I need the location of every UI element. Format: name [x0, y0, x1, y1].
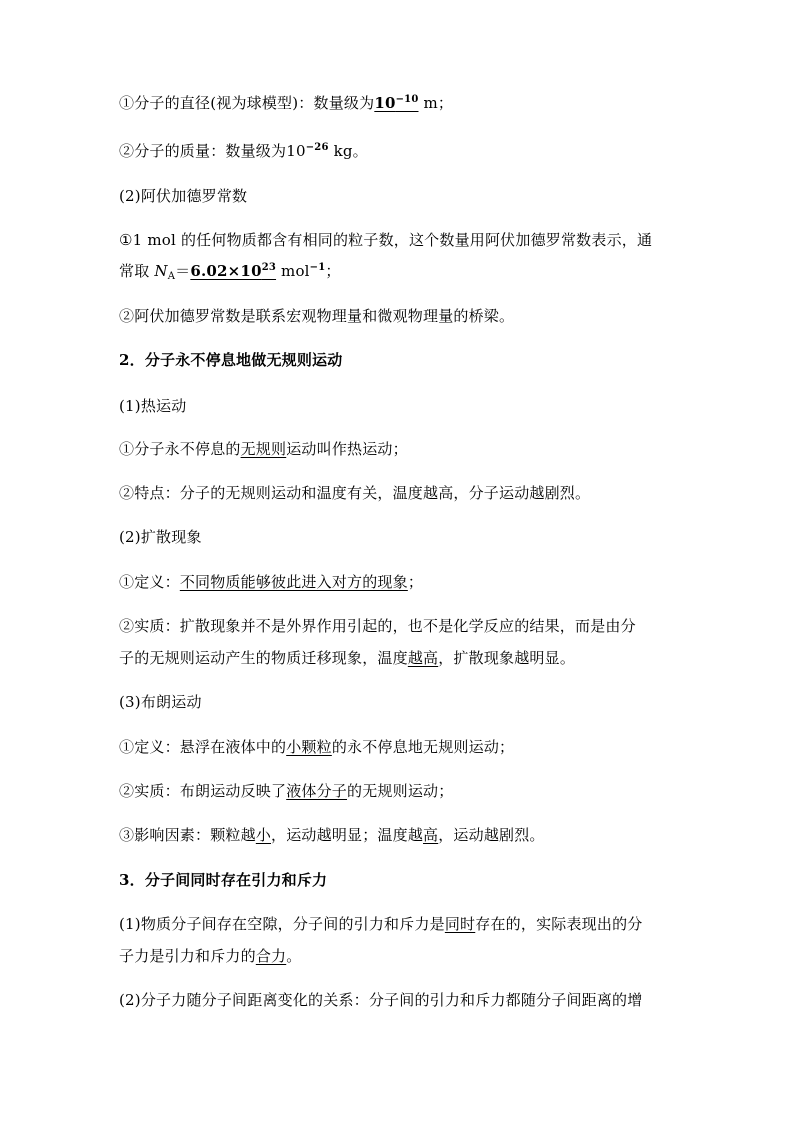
- underlined-term: 高: [423, 826, 439, 844]
- text: ②特点：分子的无规则运动和温度有关，温度越高，分子运动越剧烈。: [119, 484, 591, 502]
- molecule-diameter-line: [119, 92, 682, 114]
- avogadro-value: [190, 262, 276, 280]
- brownian-definition: [119, 736, 682, 758]
- section-heading-forces: [119, 869, 682, 891]
- text: ③影响因素：颗粒越: [119, 826, 256, 844]
- underlined-term: 同时: [444, 915, 476, 933]
- diffusion-essence-line-2: [119, 647, 682, 669]
- text: 的无规则运动；: [347, 782, 454, 800]
- section-heading-avogadro: [119, 185, 682, 207]
- text: ①1 mol 的任何物质都含有相同的粒子数，这个数量用阿伏加德罗常数表示，通: [119, 231, 653, 249]
- mass-base: 10: [286, 142, 306, 160]
- underlined-term: 合力: [255, 947, 287, 965]
- subscript-a: A: [167, 271, 176, 282]
- mass-exponent: −26: [305, 142, 329, 153]
- avogadro-bridge-line: [119, 305, 682, 327]
- text: 的永不停息地无规则运动；: [331, 738, 515, 756]
- unit-mol: mol: [276, 262, 310, 280]
- text: ；: [325, 262, 341, 280]
- avogadro-definition-line-2: [119, 260, 682, 282]
- text: 存在的，实际表现出的分: [475, 915, 643, 933]
- unit-text: kg。: [328, 142, 368, 160]
- unit-text: m；: [418, 94, 454, 112]
- diameter-magnitude: [374, 94, 418, 112]
- underlined-term: 液体分子: [286, 782, 348, 800]
- diffusion-essence-line-1: [119, 615, 682, 637]
- text: 2．分子永不停息地做无规则运动: [119, 351, 343, 369]
- text: ，扩散现象越明显。: [438, 649, 576, 667]
- text: ；: [407, 573, 424, 591]
- text: (2)阿伏加德罗常数: [119, 187, 248, 205]
- text: ①定义：: [119, 573, 180, 591]
- text: ，运动越明显；温度越: [271, 826, 424, 844]
- exponent: −10: [395, 94, 419, 105]
- text: (2)分子力随分子间距离变化的关系：分子间的引力和斥力都随分子间距离的增: [119, 991, 643, 1009]
- molecule-mass-line: [119, 140, 682, 162]
- underlined-term: 越高: [407, 649, 439, 667]
- force-distance-relation-line: [119, 989, 682, 1011]
- forces-paragraph-line-1: [119, 913, 682, 935]
- text: ①分子的直径(视为球模型)：数量级为: [119, 94, 375, 112]
- forces-paragraph-line-2: [119, 945, 682, 967]
- heat-motion-feature: [119, 482, 682, 504]
- text: 3．分子间同时存在引力和斥力: [119, 871, 328, 889]
- underlined-term: 不同物质能够彼此进入对方的现象: [179, 573, 408, 591]
- section-heading-thermal-motion: [119, 349, 682, 371]
- text: (1)物质分子间存在空隙，分子间的引力和斥力是: [119, 915, 445, 933]
- text: ②阿伏加德罗常数是联系宏观物理量和微观物理量的桥梁。: [119, 307, 515, 325]
- base: 10: [374, 94, 396, 112]
- text: 子力是引力和斥力的: [119, 947, 256, 965]
- text: 子的无规则运动产生的物质迁移现象，温度: [119, 649, 408, 667]
- subheading-diffusion: [119, 526, 682, 548]
- avogadro-definition-line-1: [119, 229, 682, 251]
- symbol-n: N: [154, 262, 168, 280]
- text: ①定义：悬浮在液体中的: [119, 738, 287, 756]
- text: (3)布朗运动: [119, 693, 202, 711]
- brownian-factors: [119, 824, 682, 846]
- value-base: 6.02×10: [190, 262, 262, 280]
- subheading-heat-motion: [119, 395, 682, 417]
- unit-exponent: −1: [309, 262, 326, 273]
- text: (2)扩散现象: [119, 528, 202, 546]
- underlined-term: 小颗粒: [286, 738, 332, 756]
- text: ②实质：扩散现象并不是外界作用引起的，也不是化学反应的结果，而是由分: [119, 617, 636, 635]
- text: ①分子永不停息的: [119, 440, 241, 458]
- value-exponent: 23: [261, 262, 277, 273]
- text: 运动叫作热运动；: [286, 440, 408, 458]
- text: ②实质：布朗运动反映了: [119, 782, 287, 800]
- underlined-term: 无规则: [240, 440, 287, 458]
- heat-motion-definition: [119, 438, 682, 460]
- diffusion-definition: [119, 571, 682, 593]
- text: (1)热运动: [119, 397, 187, 415]
- text: ②分子的质量：数量级为: [119, 142, 287, 160]
- text: 常取: [119, 262, 155, 280]
- equals-sign: ＝: [175, 262, 191, 280]
- text: 。: [286, 947, 302, 965]
- text: ，运动越剧烈。: [438, 826, 545, 844]
- underlined-term: 小: [255, 826, 272, 844]
- brownian-essence: [119, 780, 682, 802]
- subheading-brownian-motion: [119, 691, 682, 713]
